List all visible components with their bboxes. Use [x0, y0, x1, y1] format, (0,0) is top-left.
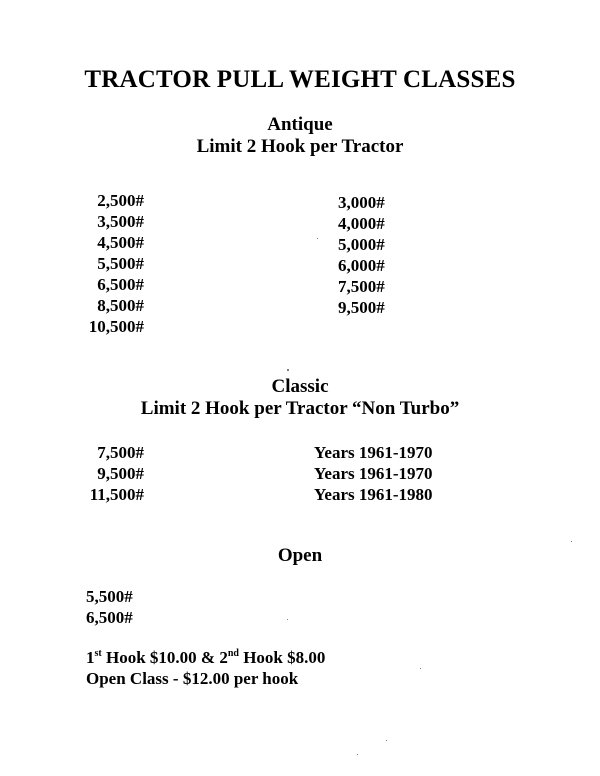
- first-hook-number: 1: [86, 648, 95, 667]
- weight-class: 5,000#: [338, 235, 385, 254]
- weight-class: 4,000#: [338, 214, 385, 233]
- classic-heading: Classic: [271, 376, 329, 397]
- weight-class: 6,500#: [86, 608, 133, 627]
- antique-left-weights: [80, 190, 144, 337]
- year-range: Years 1961-1970: [314, 443, 433, 462]
- second-hook-text: Hook $8.00: [238, 648, 326, 667]
- open-weights: [86, 586, 156, 628]
- first-hook-text: Hook $10.00 & 2: [101, 648, 228, 667]
- scan-speck: [287, 619, 288, 620]
- open-heading: Open: [277, 545, 323, 566]
- second-hook-suffix: nd: [227, 648, 239, 659]
- weight-class: 5,500#: [97, 254, 144, 273]
- scan-speck: [287, 369, 289, 371]
- weight-class: 4,500#: [97, 233, 144, 252]
- scan-speck: [386, 740, 387, 741]
- antique-subheading: Limit 2 Hook per Tractor: [196, 136, 404, 157]
- classic-years: [314, 442, 454, 505]
- classic-weights: [80, 442, 144, 505]
- weight-class: 9,500#: [97, 464, 144, 483]
- scan-speck: [357, 754, 358, 755]
- hook-fees-line: [86, 648, 325, 668]
- weight-class: 3,000#: [338, 193, 385, 212]
- scan-speck: [317, 238, 318, 239]
- scan-speck: [420, 668, 421, 669]
- weight-class: 11,500#: [89, 485, 144, 504]
- page-title: TRACTOR PULL WEIGHT CLASSES: [84, 66, 516, 93]
- first-hook-suffix: st: [94, 648, 102, 659]
- weight-class: 9,500#: [338, 298, 385, 317]
- weight-class: 7,500#: [338, 277, 385, 296]
- antique-heading: Antique: [267, 114, 333, 135]
- weight-class: 3,500#: [97, 212, 144, 231]
- open-class-fee: Open Class - $12.00 per hook: [86, 669, 299, 688]
- antique-right-weights: [338, 192, 408, 318]
- weight-class: 5,500#: [86, 587, 133, 606]
- classic-subheading: Limit 2 Hook per Tractor “Non Turbo”: [140, 398, 460, 419]
- weight-class: 7,500#: [97, 443, 144, 462]
- year-range: Years 1961-1980: [314, 485, 433, 504]
- weight-class: 8,500#: [97, 296, 144, 315]
- scan-speck: [571, 541, 572, 542]
- weight-class: 6,500#: [97, 275, 144, 294]
- weight-class: 10,500#: [88, 317, 144, 336]
- weight-class: 6,000#: [338, 256, 385, 275]
- year-range: Years 1961-1970: [314, 464, 433, 483]
- weight-class: 2,500#: [97, 191, 144, 210]
